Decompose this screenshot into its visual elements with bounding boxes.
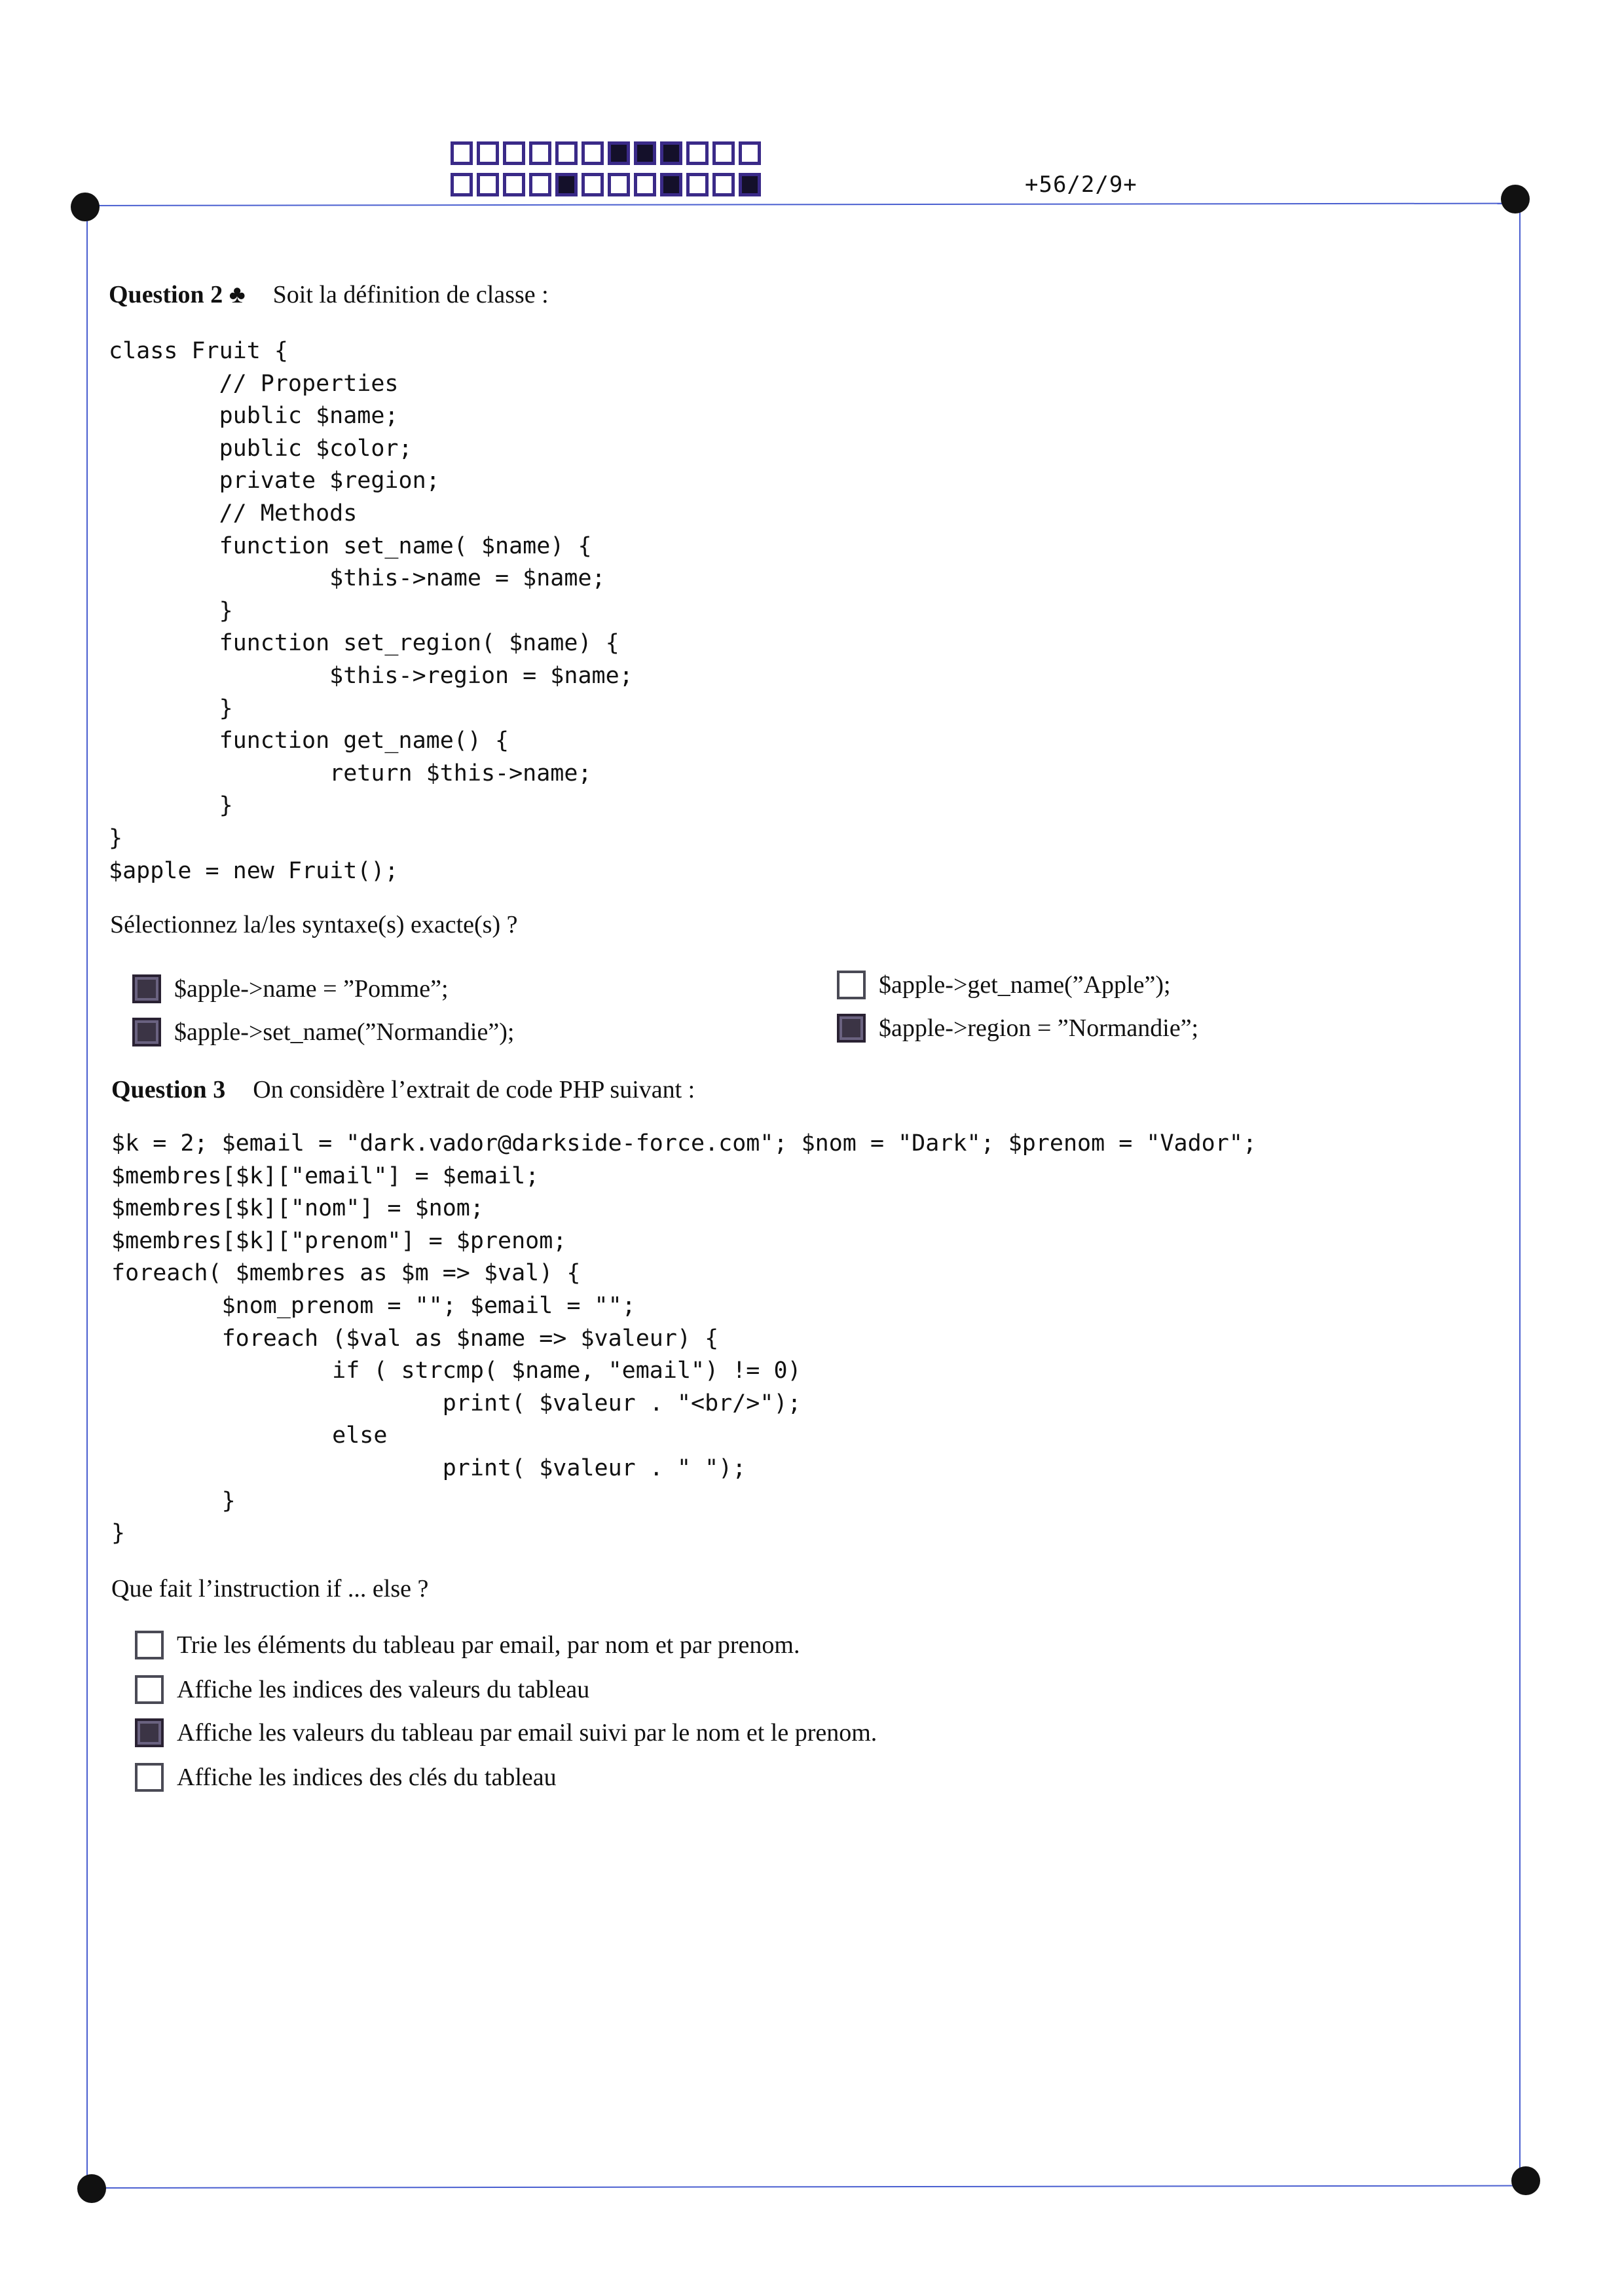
q3-option-4[interactable] <box>135 1763 557 1792</box>
marker-box <box>712 141 735 165</box>
question-2-heading <box>109 280 549 309</box>
checkbox[interactable] <box>132 974 161 1003</box>
marker-box <box>581 173 604 196</box>
marker-box <box>660 173 682 196</box>
q2-option-4[interactable] <box>837 1014 1198 1043</box>
frame-left-line <box>86 205 88 2188</box>
question-3-code: $k = 2; $email = "dark.vador@darkside-force.com"; $nom = "Dark"; $prenom = "Vador"; $membres[$k]["email"] = $email; $membres[$k]["nom"] = $nom; $membres[$k]["prenom"] = $prenom; foreach( $membres as $m => $val) { $nom_prenom = ""; $email = ""; foreach ($val as $name => $valeur) { if ( strcmp( $name, "email") != 0) print( $valeur . "<br/>"); else print( $valeur . " "); } } <box>111 1130 1257 1547</box>
checkbox[interactable] <box>135 1718 164 1747</box>
marker-row-2 <box>451 173 765 196</box>
checkbox[interactable] <box>135 1763 164 1792</box>
q2-option-1[interactable] <box>132 974 449 1003</box>
option-label: Affiche les valeurs du tableau par email suivi par le nom et le prenom. <box>177 1719 877 1747</box>
checkbox[interactable] <box>837 1014 866 1043</box>
marker-box <box>529 141 551 165</box>
marker-box <box>581 141 604 165</box>
q3-option-3[interactable] <box>135 1718 877 1747</box>
marker-box <box>608 141 630 165</box>
checkbox[interactable] <box>135 1631 164 1659</box>
question-3-instruction: Que fait l’instruction if ... else ? <box>111 1575 429 1602</box>
option-label: $apple->name = ”Pomme”; <box>174 975 449 1003</box>
question-3-prompt: On considère l’extrait de code PHP suivant : <box>253 1076 695 1103</box>
marker-box <box>712 173 735 196</box>
marker-box <box>503 173 525 196</box>
q2-option-3[interactable] <box>837 971 1171 999</box>
question-2-instruction: Sélectionnez la/les syntaxe(s) exacte(s) ? <box>110 911 518 938</box>
marker-box <box>477 173 499 196</box>
marker-box <box>555 173 578 196</box>
question-2-prompt: Soit la définition de classe : <box>272 281 549 308</box>
marker-box <box>477 141 499 165</box>
marker-box <box>451 141 473 165</box>
marker-box <box>739 173 761 196</box>
option-label: $apple->region = ”Normandie”; <box>879 1014 1199 1042</box>
question-3-heading <box>111 1075 695 1104</box>
checkbox[interactable] <box>837 971 866 999</box>
page-code: +56/2/9+ <box>1025 172 1137 198</box>
question-2-code: class Fruit { // Properties public $name; public $color; private $region; // Methods function set_name( $name) { $this->name = $name; } function set_region( $name) { $this->region = $name; } function get_name() { return $this->name; } } $apple = new Fruit(); <box>109 338 633 884</box>
option-label: Trie les éléments du tableau par email, par nom et par prenom. <box>177 1631 800 1659</box>
question-2-title: Question 2 ♣ <box>109 281 246 308</box>
marker-box <box>555 141 578 165</box>
marker-box <box>529 173 551 196</box>
question-3-title: Question 3 <box>111 1076 226 1103</box>
marker-box <box>634 173 656 196</box>
marker-box <box>608 173 630 196</box>
marker-box <box>451 173 473 196</box>
club-icon: ♣ <box>229 281 246 308</box>
frame-top-line <box>85 203 1517 206</box>
corner-mark-bottom-right <box>1511 2166 1540 2195</box>
q3-option-2[interactable] <box>135 1675 589 1704</box>
frame-right-line <box>1519 203 1521 2186</box>
marker-box <box>634 141 656 165</box>
marker-box <box>503 141 525 165</box>
option-label: Affiche les indices des valeurs du tableau <box>177 1676 590 1703</box>
marker-box <box>686 173 709 196</box>
q3-option-1[interactable] <box>135 1631 800 1659</box>
option-label: Affiche les indices des clés du tableau <box>177 1764 557 1791</box>
checkbox[interactable] <box>135 1675 164 1704</box>
checkbox[interactable] <box>132 1018 161 1046</box>
corner-mark-top-right <box>1501 185 1530 213</box>
q2-option-2[interactable] <box>132 1018 514 1046</box>
option-label: $apple->set_name(”Normandie”); <box>174 1018 515 1046</box>
marker-row-1 <box>451 141 765 165</box>
marker-box <box>686 141 709 165</box>
option-label: $apple->get_name(”Apple”); <box>879 971 1171 999</box>
corner-mark-top-left <box>71 193 100 221</box>
frame-bottom-line <box>92 2185 1526 2189</box>
marker-box <box>660 141 682 165</box>
marker-box <box>739 141 761 165</box>
corner-mark-bottom-left <box>77 2174 106 2203</box>
